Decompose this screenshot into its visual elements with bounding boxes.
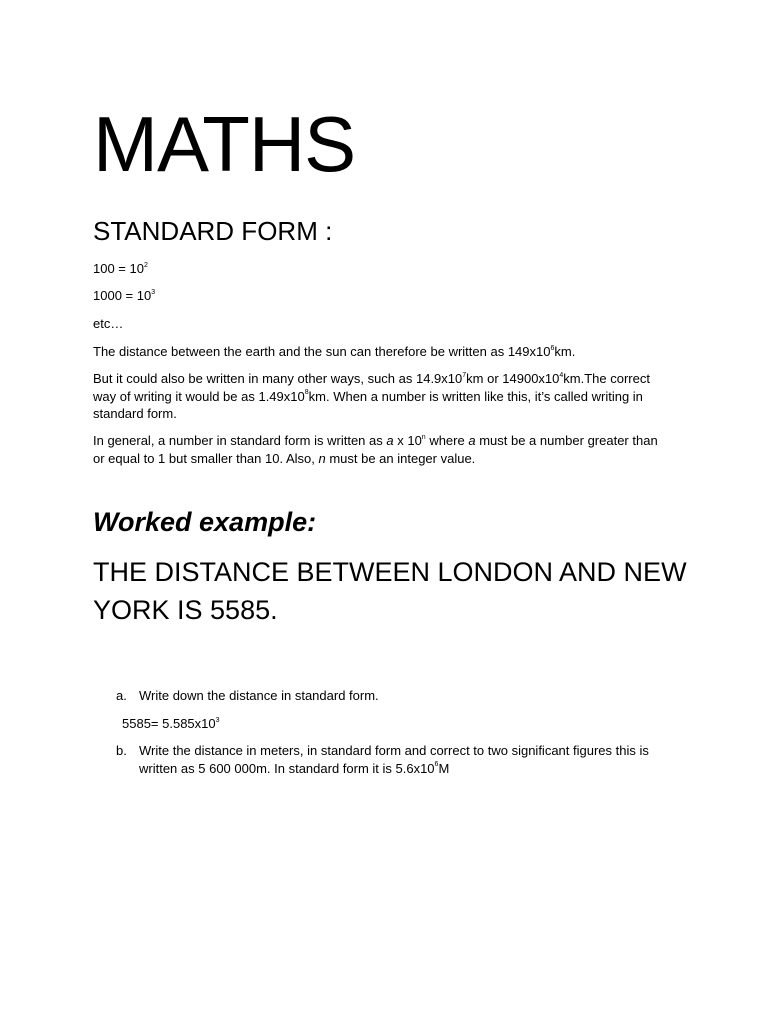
- list-item: [116, 742, 676, 777]
- paragraph-text: where: [425, 433, 469, 448]
- exponent: n: [421, 433, 426, 441]
- paragraph-text: km.The correct way of writing it would be as 1.49x10: [93, 371, 650, 404]
- paragraph-sun-distance: [93, 343, 668, 361]
- paragraph-text: In general, a number in standard form is written as: [93, 433, 387, 448]
- exponent: 8: [304, 389, 309, 397]
- section-heading: STANDARD FORM :: [93, 216, 333, 246]
- paragraph-text: must be an integer value.: [325, 450, 476, 466]
- variable-n: n: [318, 450, 326, 466]
- exponent: 6: [434, 761, 439, 769]
- equation-text: 100 = 10: [93, 261, 144, 276]
- paragraph-text: km.: [554, 344, 576, 359]
- paragraph-text: must be a number greater than or equal to 1 but smaller than 10. Also,: [93, 433, 658, 466]
- exponent: 3: [151, 288, 156, 296]
- paragraph-text: x 10: [393, 433, 422, 448]
- equation-line-2: [93, 287, 668, 305]
- paragraph-other-ways: [93, 370, 668, 423]
- equation-line-1: [93, 260, 668, 278]
- exponent: 4: [559, 371, 564, 379]
- answer-text: 5585= 5.585x10: [122, 716, 216, 731]
- exponent: 6: [550, 344, 555, 352]
- answer-line: [122, 715, 220, 733]
- paragraph-general: [93, 432, 668, 467]
- page-title: MATHS: [93, 100, 356, 188]
- list-item-text: Write down the distance in standard form.: [139, 688, 379, 703]
- worked-example-heading: Worked example:: [93, 507, 317, 537]
- list-marker: a.: [116, 688, 127, 703]
- list-item-body: Write the distance in meters, in standard form and correct to two significant figures this is written as 5 600 000m. In standard form it is 5.6x10: [139, 743, 649, 776]
- list-marker: b.: [116, 743, 127, 758]
- list-item: [116, 687, 676, 705]
- list-item-tail: M: [438, 760, 450, 776]
- list-item-text: [139, 742, 676, 777]
- exponent: 2: [143, 261, 148, 269]
- exponent: 7: [462, 371, 467, 379]
- equation-text: 1000 = 10: [93, 288, 152, 303]
- paragraph-text: km. When a number is written like this, it’s called writing in standard form.: [93, 388, 643, 421]
- variable-a: a: [468, 433, 476, 448]
- problem-statement: THE DISTANCE BETWEEN LONDON AND NEW YORK IS 5585.: [93, 557, 687, 625]
- paragraph-text: km or 14900x10: [466, 371, 560, 386]
- etc-line: etc…: [93, 316, 124, 331]
- exponent: 3: [215, 716, 220, 724]
- paragraph-text: The distance between the earth and the sun can therefore be written as 149x10: [93, 344, 551, 359]
- variable-a: a: [386, 433, 394, 448]
- paragraph-text: But it could also be written in many other ways, such as 14.9x10: [93, 371, 463, 386]
